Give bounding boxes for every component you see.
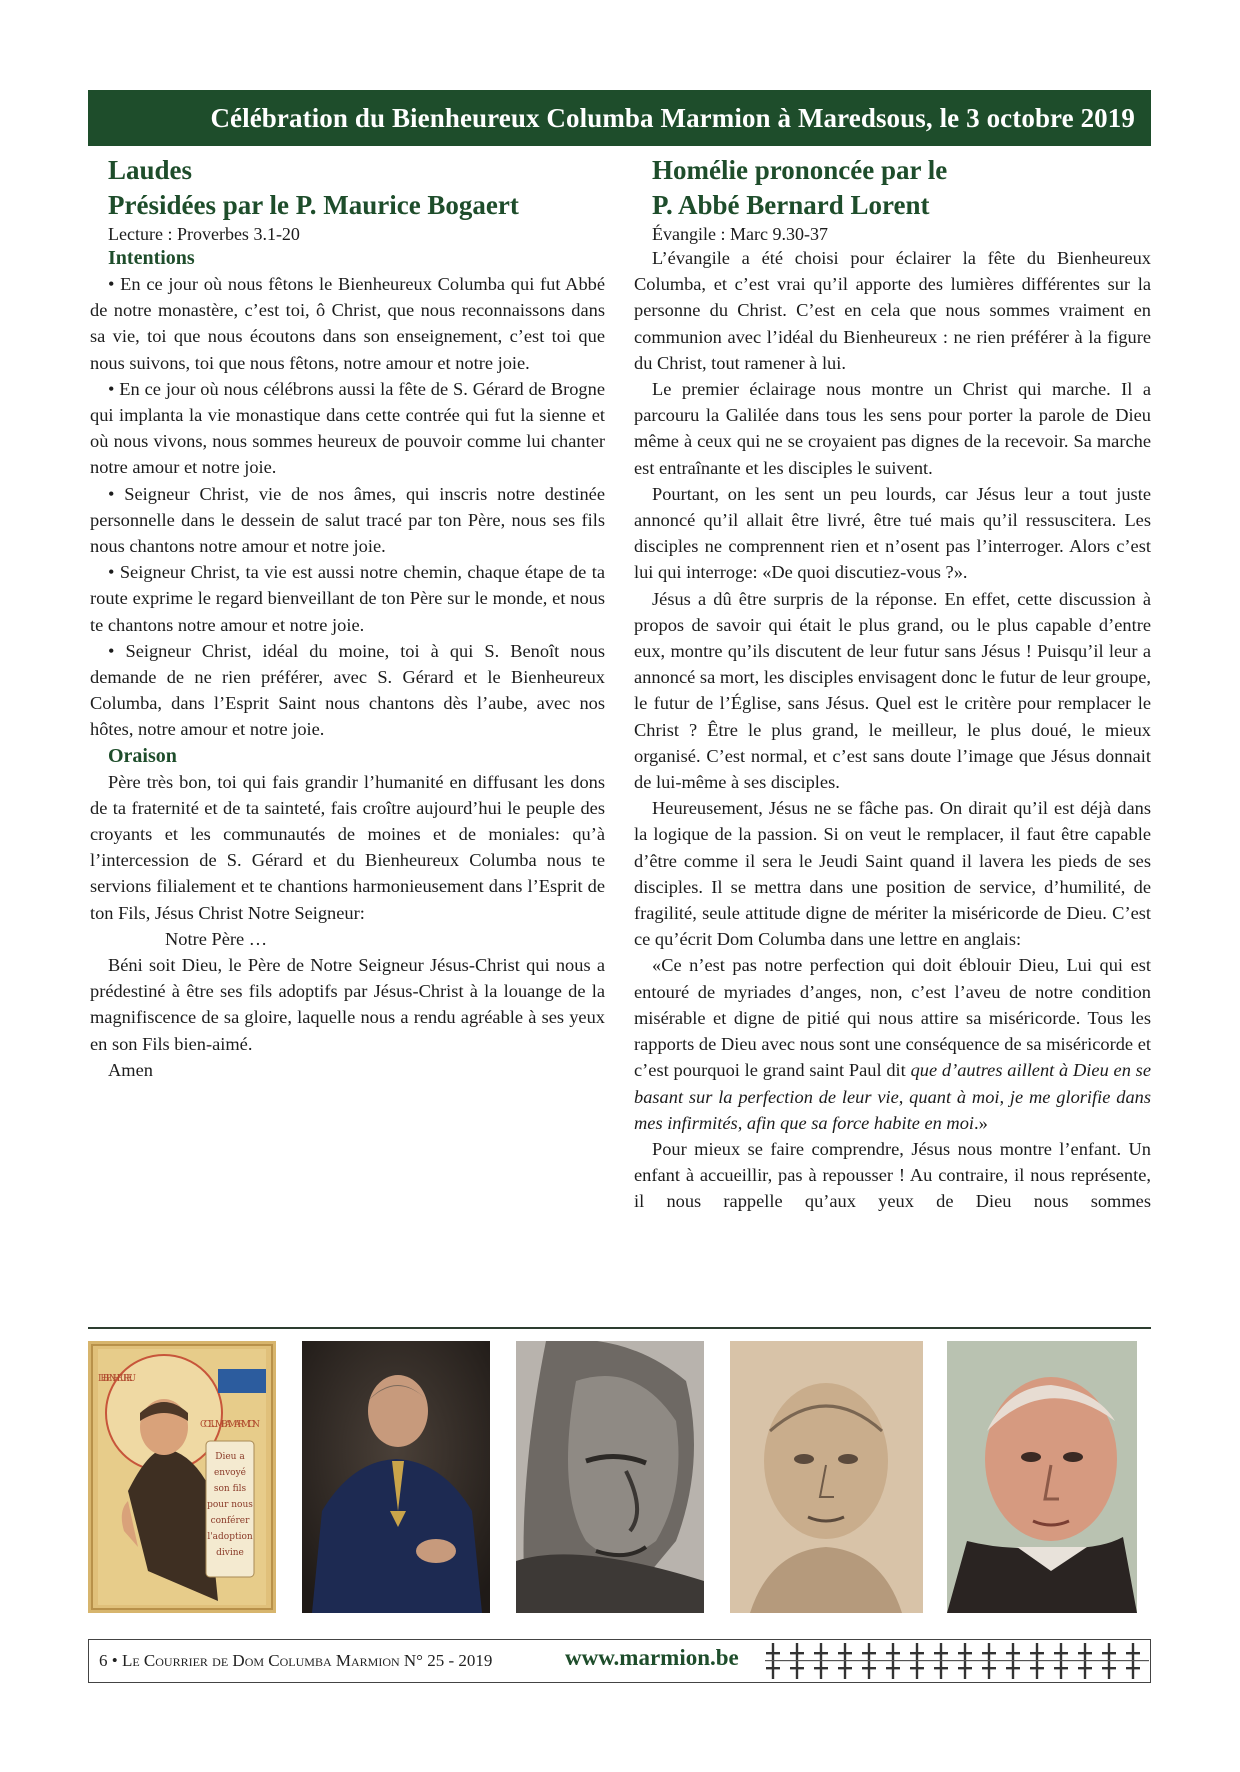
oraison-text: Père très bon, toi qui fais grandir l’humanité en diffusant les dons de ta fraternité et de ta sainteté, fais croître aujourd’hui le peuple des croyants et les communautés de moines et de moniales: qu’à l’intercession de S. Gérard et du Bienheureux Columba nous te servions filialement et te chantions harmonieusement dans l’Esprit de ton Fils, Jésus Christ Notre Seigneur:: [90, 771, 605, 923]
icon-halo-text: LE BIEN HEU RE U: [98, 1374, 136, 1384]
scroll-line: l'adoption: [207, 1532, 253, 1542]
benediction-text: Béni soit Dieu, le Père de Notre Seigneur Jésus-Christ qui nous a prédestiné à être ses fils adoptifs par Jésus-Christ à la louange de la magnifiscence de sa gloire, laquelle nous a rendu agréable à ses yeux en son Fils bien-aimé.: [90, 955, 605, 1054]
quote-italic: que d’autres aillent à Dieu en se basant sur la perfection de leur vie, quant à moi, je me glorifie dans mes infirmités, afin que sa force habite en moi: [634, 1060, 1152, 1133]
footer-issue: 6 • Le Courrier de Dom Columba Marmion N° 25 - 2019: [99, 1651, 493, 1670]
homily-paragraph: Pour mieux se faire comprendre, Jésus nous montre l’enfant. Un enfant à accueillir, pas à repousser ! Au contraire, il nous représente, il nous rappelle qu’aux yeux de Dieu nous sommes: [634, 1138, 1151, 1212]
intentions-label: Intentions: [108, 247, 195, 269]
homily-paragraph: Le premier éclairage nous montre un Christ qui marche. Il a parcouru la Galilée dans tous les sens pour porter la parole de Dieu même à ceux qui ne se croyaient pas dignes de la recevoir. Sa marche est entraînante et les disciples le suivent.: [634, 379, 1151, 478]
ornament-line: [765, 1660, 1149, 1661]
right-column: [634, 153, 1151, 1215]
laudes-heading: Laudes: [108, 155, 193, 185]
homily-paragraph: Heureusement, Jésus ne se fâche pas. On dirait qu’il est déjà dans la logique de la passion. Si on veut le remplacer, il faut être capable d’être comme il sera le Jeudi Saint quand il lavera les pieds de ses disciples. Il se mettra dans une position de service, d’humilité, de fragilité, seule attitude digne de mériter la miséricorde de Dieu. C’est ce qu’écrit Dom Columba dans une lettre en anglais:: [634, 798, 1151, 950]
scroll-line: conférer: [210, 1516, 250, 1526]
homily-reading: Évangile : Marc 9.30-37: [652, 224, 828, 244]
scroll-line: divine: [216, 1548, 244, 1558]
intention-item: • Seigneur Christ, vie de nos âmes, qui inscris notre destinée personnelle dans le dessein de salut tracé par ton Père, nous ses fils nous chantons notre amour et notre joie.: [90, 483, 605, 557]
intention-item: • En ce jour où nous fêtons le Bienheureux Columba qui fut Abbé de notre monastère, c’est toi, ô Christ, que nous reconnaissons dans sa vie, toi que nous écoutons dans son enseignement, c’est toi que nous suivons, toi que nous fêtons, notre amour et notre joie.: [90, 274, 605, 373]
left-column: [90, 153, 605, 1083]
pencil-sketch-photo: [730, 1341, 923, 1613]
page-banner: [88, 90, 1151, 146]
intention-item: • En ce jour où nous célébrons aussi la fête de S. Gérard de Brogne qui implanta la vie monastique dans cette contrée qui fut la sienne et où nous vivons, nous sommes heureux de pouvoir comme lui chanter notre amour et notre joie.: [90, 378, 605, 478]
intention-item: • Seigneur Christ, idéal du moine, toi à qui S. Benoît nous demande de ne rien préférer, avec S. Gérard et le Bienheureux Columba, dans l’Esprit Saint nous chantons dès l’aube, avec nos hôtes, notre amour et notre joie.: [90, 640, 605, 740]
notre-pere: Notre Père …: [165, 928, 268, 949]
banner-title: Célébration du Bienheureux Columba Marmion à Maredsous, le 3 octobre 2019: [210, 102, 1135, 133]
scroll-line: envoyé: [213, 1468, 247, 1478]
amen-text: Amen: [108, 1059, 153, 1080]
homily-preacher-heading: P. Abbé Bernard Lorent: [652, 190, 930, 220]
page-footer: [88, 1639, 1151, 1683]
homily-quote: [634, 952, 1151, 1135]
photo-divider: [88, 1327, 1151, 1329]
laudes-presider-heading: Présidées par le P. Maurice Bogaert: [108, 190, 519, 220]
intention-item: • Seigneur Christ, ta vie est aussi notre chemin, chaque étape de ta route exprime le regard bienveillant de ton Père sur le monde, et nous te chantons notre amour et notre joie.: [90, 562, 605, 635]
charcoal-drawing-photo: [516, 1341, 704, 1613]
icon-name-text: COLUMBA MARMION: [200, 1420, 260, 1430]
scroll-line: Dieu a: [215, 1452, 245, 1462]
website-link[interactable]: www.marmion.be: [565, 1645, 739, 1670]
icon-painting: [88, 1341, 276, 1613]
abbot-portrait-photo: [302, 1341, 490, 1613]
homily-paragraph: Jésus a dû être surpris de la réponse. En effet, cette discussion à propos de savoir qui était le plus grand, ou le plus capable d’entre eux, montre qu’ils discutent de leur futur sans Jésus ! Puisqu’il leur a annoncé sa mort, les disciples envisagent donc le futur de leur groupe, le futur de l’Église, sans Jésus. Quel est le critère pour remplacer le Christ ? Être le plus grand, le meilleur, le plus doué, le mieux organisé. C’est normal, et c’est sans doute l’image que Jésus donnait de lui-même à ses disciples.: [634, 588, 1151, 793]
homily-paragraph: Pourtant, on les sent un peu lourds, car Jésus leur a tout juste annoncé qu’il allait être livré, être tué mais qu’il ressuscitera. Les disciples ne comprennent rien et n’osent pas l’interroger. Alors c’est lui qui interroge: «De quoi discutiez-vous ?».: [634, 483, 1151, 583]
homily-paragraph: L’évangile a été choisi pour éclairer la fête du Bienheureux Columba, et c’est vrai qu’il apporte des lumières différentes sur la personne du Christ. C’est en cela que nous sommes vraiment en communion avec l’idéal du Bienheureux : ne rien préférer à la figure du Christ, tout ramener à lui.: [634, 248, 1151, 373]
painted-portrait-photo: [947, 1341, 1137, 1613]
scroll-line: pour nous: [207, 1500, 253, 1510]
oraison-label: Oraison: [108, 744, 177, 767]
laudes-reading: Lecture : Proverbes 3.1-20: [108, 224, 300, 244]
cross-border-ornament: [765, 1640, 1149, 1682]
scroll-line: son fils: [213, 1484, 247, 1494]
quote-start: «Ce n’est pas notre perfection qui doit éblouir Dieu, Lui qui est entouré de myriades d’anges, non, c’est l’aveu de notre condition misérable et digne de pitié qui nous attire sa miséricorde. Tous les rapports de Dieu avec nous sont une conséquence de sa miséricorde et c’est pourquoi le grand saint Paul dit: [634, 955, 1151, 1081]
quote-end: .»: [974, 1112, 988, 1133]
homily-heading: Homélie prononcée par le: [652, 155, 948, 185]
